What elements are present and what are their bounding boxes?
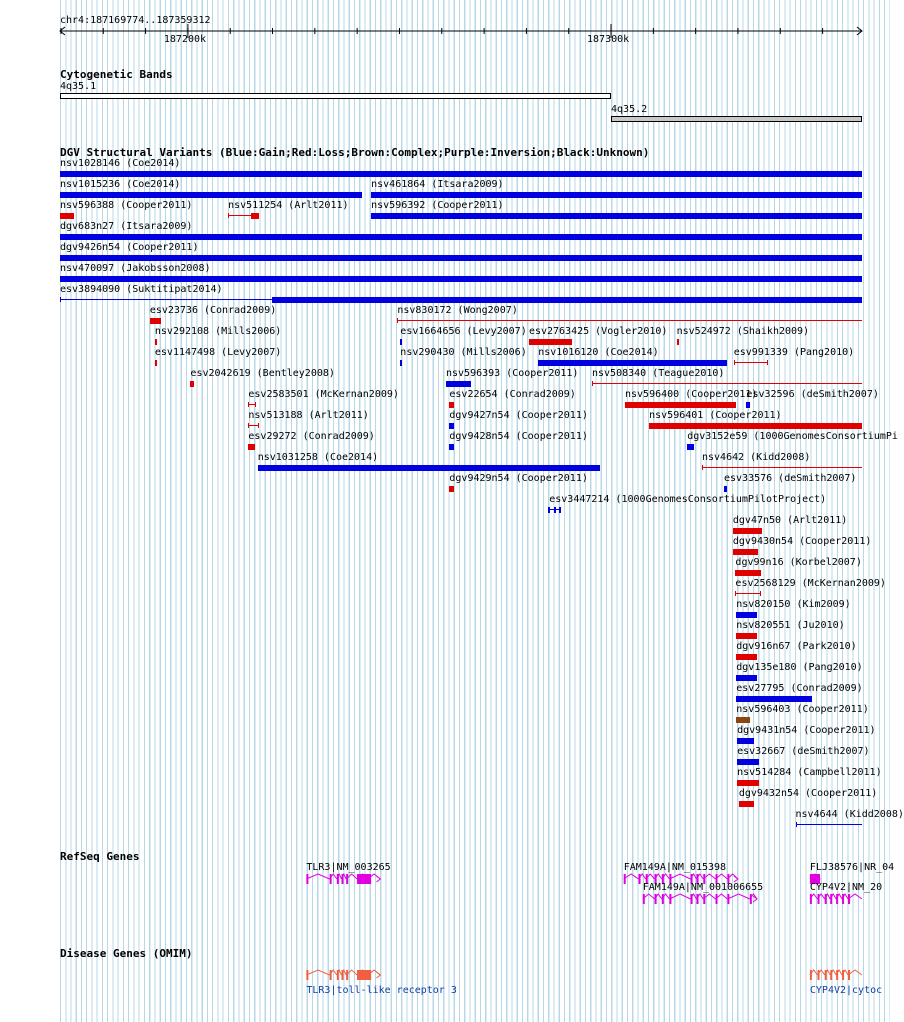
variant-bar[interactable] — [60, 234, 862, 240]
variant-label[interactable]: dgv135e180 (Pang2010) — [736, 662, 863, 673]
omim-gene-label[interactable]: TLR3|toll-like receptor 3 — [306, 985, 457, 996]
variant-label[interactable]: esv29272 (Conrad2009) — [248, 431, 375, 442]
variant-label[interactable]: esv33576 (deSmith2007) — [724, 473, 857, 484]
variant-end-cap — [248, 423, 249, 428]
variant-bar[interactable] — [371, 213, 862, 219]
variant-bar[interactable] — [736, 633, 757, 639]
variant-bar[interactable] — [737, 738, 754, 744]
variant-label[interactable]: nsv1031258 (Coe2014) — [257, 452, 379, 463]
variant-label[interactable]: esv3447214 (1000GenomesConsortiumPilotProject) — [549, 494, 827, 505]
variant-label[interactable]: nsv596388 (Cooper2011) — [60, 200, 193, 211]
variant-bar[interactable] — [733, 549, 758, 555]
variant-bar[interactable] — [248, 444, 255, 450]
variant-label[interactable]: esv2042619 (Bentley2008) — [190, 368, 335, 379]
variant-bar[interactable] — [60, 255, 862, 261]
variant-label[interactable]: nsv292108 (Mills2006) — [154, 326, 282, 337]
variant-line[interactable] — [702, 467, 862, 468]
variant-label[interactable]: nsv820150 (Kim2009) — [736, 599, 851, 610]
exon-block — [848, 970, 850, 980]
variant-line[interactable] — [397, 320, 862, 321]
variant-bar[interactable] — [737, 759, 759, 765]
variant-bar[interactable] — [649, 423, 862, 429]
position-ruler[interactable] — [0, 0, 890, 50]
gene-label[interactable]: CYP4V2|NM_20 — [809, 882, 883, 893]
variant-label[interactable]: nsv461864 (Itsara2009) — [371, 179, 504, 190]
variant-bar[interactable] — [446, 381, 471, 387]
variant-label[interactable]: dgv9428n54 (Cooper2011) — [449, 431, 588, 442]
refseq-track-title: RefSeq Genes — [60, 850, 140, 863]
variant-label[interactable]: dgv683n27 (Itsara2009) — [60, 221, 193, 232]
variant-label[interactable]: nsv513188 (Arlt2011) — [248, 410, 369, 421]
variant-label[interactable]: nsv1015236 (Coe2014) — [60, 179, 181, 190]
variant-label[interactable]: nsv596393 (Cooper2011) — [446, 368, 579, 379]
variant-bar[interactable] — [677, 339, 679, 345]
variant-end-cap — [734, 360, 735, 365]
variant-end-cap — [735, 591, 736, 596]
variant-label[interactable]: nsv4642 (Kidd2008) — [702, 452, 811, 463]
variant-label[interactable]: nsv820551 (Ju2010) — [736, 620, 845, 631]
gene-label[interactable]: FLJ38576|NR_04 — [809, 862, 895, 873]
exon-block — [836, 894, 838, 904]
variant-line[interactable] — [60, 299, 272, 300]
variant-bar[interactable] — [737, 780, 759, 786]
variant-bar[interactable] — [155, 339, 157, 345]
variant-label[interactable]: nsv508340 (Teague2010) — [591, 368, 725, 379]
variant-label[interactable]: dgv9426n54 (Cooper2011) — [60, 242, 199, 253]
variant-label[interactable]: dgv9427n54 (Cooper2011) — [449, 410, 588, 421]
coordinate-label: chr4:187169774..187359312 — [60, 15, 211, 26]
exon-block — [836, 970, 838, 980]
variant-bar[interactable] — [449, 444, 453, 450]
variant-bar[interactable] — [736, 612, 757, 618]
omim-gene-label[interactable]: CYP4V2|cytoc — [809, 985, 883, 996]
variant-bar[interactable] — [60, 213, 74, 219]
cytoband-bar[interactable] — [611, 116, 862, 122]
variant-label[interactable]: nsv596403 (Cooper2011) — [736, 704, 869, 715]
variant-label[interactable]: dgv9429n54 (Cooper2011) — [449, 473, 588, 484]
variant-end-cap — [258, 423, 259, 428]
variant-end-cap — [60, 297, 61, 302]
variant-bar[interactable] — [155, 360, 157, 366]
variant-bar[interactable] — [400, 339, 402, 345]
variant-label[interactable]: nsv4644 (Kidd2008) — [795, 809, 904, 820]
variant-label[interactable]: nsv1028146 (Coe2014) — [60, 158, 181, 169]
intron-line — [848, 970, 862, 975]
variant-label[interactable]: nsv511254 (Arlt2011) — [228, 200, 349, 211]
variant-bar[interactable] — [538, 360, 727, 366]
variant-bar[interactable] — [150, 318, 161, 324]
variant-end-cap — [255, 402, 256, 407]
exon-block — [830, 894, 832, 904]
variant-bar[interactable] — [746, 402, 749, 408]
variant-end-cap — [760, 591, 761, 596]
variant-bar[interactable] — [258, 465, 600, 471]
variant-label[interactable]: dgv47n50 (Arlt2011) — [732, 515, 848, 526]
variant-bar[interactable] — [190, 381, 194, 387]
dgv-track-title: DGV Structural Variants (Blue:Gain;Red:Loss;Brown:Complex;Purple:Inversion;Black:Unknown) — [60, 146, 650, 159]
variant-bar[interactable] — [60, 171, 862, 177]
exon-block — [842, 894, 844, 904]
variant-bar[interactable] — [736, 675, 757, 681]
variant-segment — [548, 507, 550, 513]
variant-label[interactable]: nsv514284 (Campbell2011) — [737, 767, 882, 778]
exon-block — [818, 894, 820, 904]
variant-label[interactable]: esv3894090 (Suktitipat2014) — [60, 284, 223, 295]
variant-segment — [559, 507, 561, 513]
variant-line[interactable] — [592, 383, 862, 384]
gene-model[interactable] — [0, 873, 890, 893]
variant-bar[interactable] — [739, 801, 755, 807]
variant-end-cap — [702, 465, 703, 470]
ruler-tick-label: 187200k — [163, 34, 207, 45]
variant-bar[interactable] — [733, 528, 762, 534]
cytoband-label: 4q35.2 — [611, 104, 648, 115]
variant-label[interactable]: esv991339 (Pang2010) — [733, 347, 855, 358]
variant-label[interactable]: nsv596401 (Cooper2011) — [649, 410, 782, 421]
variant-bar[interactable] — [735, 570, 760, 576]
variant-end-cap — [248, 402, 249, 407]
variant-label[interactable]: nsv596400 (Cooper2011) — [624, 389, 758, 400]
variant-line[interactable] — [228, 215, 250, 216]
variant-label[interactable]: nsv290430 (Mills2006) — [400, 347, 527, 358]
variant-bar[interactable] — [400, 360, 402, 366]
variant-bar[interactable] — [687, 444, 693, 450]
variant-line[interactable] — [796, 824, 862, 825]
variant-bar[interactable] — [449, 402, 453, 408]
variant-label[interactable]: esv27795 (Conrad2009) — [736, 683, 863, 694]
variant-line[interactable] — [735, 593, 760, 594]
cytoband-label: 4q35.1 — [60, 81, 97, 92]
variant-bar[interactable] — [625, 402, 736, 408]
ruler-tick-label: 187300k — [587, 34, 630, 45]
variant-label[interactable]: nsv524972 (Shaikh2009) — [676, 326, 810, 337]
cytoband-bar[interactable] — [60, 93, 611, 99]
variant-line[interactable] — [734, 362, 768, 363]
variant-end-cap — [767, 360, 768, 365]
variant-label[interactable]: dgv99n16 (Korbel2007) — [735, 557, 862, 568]
exon-block — [848, 894, 850, 904]
exon-block — [810, 970, 812, 980]
variant-bar[interactable] — [736, 717, 750, 723]
variant-label[interactable]: dgv9430n54 (Cooper2011) — [732, 536, 872, 547]
gene-label[interactable]: TLR3|NM_003265 — [306, 862, 391, 873]
gene-model[interactable] — [0, 893, 890, 913]
variant-label[interactable]: nsv470097 (Jakobsson2008) — [60, 263, 211, 274]
variant-label[interactable]: dgv9432n54 (Cooper2011) — [738, 788, 878, 799]
variant-bar[interactable] — [736, 696, 812, 702]
variant-bar[interactable] — [736, 654, 757, 660]
variant-end-cap — [592, 381, 593, 386]
omim-gene-model[interactable] — [0, 969, 890, 989]
variant-label[interactable]: dgv916n67 (Park2010) — [736, 641, 857, 652]
variant-bar[interactable] — [60, 276, 862, 282]
variant-label[interactable]: nsv596392 (Cooper2011) — [371, 200, 504, 211]
variant-label[interactable]: nsv830172 (Wong2007) — [397, 305, 518, 316]
intron-line — [848, 894, 862, 899]
variant-label[interactable]: esv32596 (deSmith2007) — [746, 389, 879, 400]
variant-end-cap — [796, 822, 797, 827]
variant-label[interactable]: nsv1016120 (Coe2014) — [538, 347, 659, 358]
exon-block — [810, 894, 812, 904]
variant-label[interactable]: esv1147498 (Levy2007) — [154, 347, 282, 358]
variant-bar[interactable] — [272, 297, 862, 303]
variant-label[interactable]: dgv9431n54 (Cooper2011) — [737, 725, 876, 736]
variant-label[interactable]: esv23736 (Conrad2009) — [149, 305, 277, 316]
variant-label[interactable]: esv2568129 (McKernan2009) — [735, 578, 886, 589]
exon-block — [842, 970, 844, 980]
variant-end-cap — [228, 213, 229, 218]
cytoband-track-title: Cytogenetic Bands — [60, 68, 173, 81]
omim-track-title: Disease Genes (OMIM) — [60, 947, 193, 960]
variant-bar[interactable] — [529, 339, 572, 345]
variant-end-cap — [397, 318, 398, 323]
exon-block — [825, 894, 827, 904]
variant-bar[interactable] — [724, 486, 727, 492]
variant-label[interactable]: esv32667 (deSmith2007) — [737, 746, 870, 757]
variant-bar[interactable] — [449, 423, 453, 429]
variant-segment — [554, 507, 556, 513]
variant-label[interactable]: esv2583501 (McKernan2009) — [248, 389, 399, 400]
variant-label[interactable]: esv1664656 (Levy2007) — [400, 326, 527, 337]
variant-bar[interactable] — [371, 192, 862, 198]
variant-label[interactable]: esv22654 (Conrad2009) — [449, 389, 576, 400]
gene-label[interactable]: FAM149A|NM_015398 — [623, 862, 727, 873]
gene-label[interactable]: FAM149A|NM_001006655 — [642, 882, 764, 893]
variant-bar[interactable] — [60, 192, 362, 198]
variant-bar[interactable] — [449, 486, 453, 492]
variant-label[interactable]: dgv3152e59 (1000GenomesConsortiumPi — [687, 431, 898, 442]
exon-block — [818, 970, 820, 980]
variant-bar[interactable] — [251, 213, 259, 219]
variant-label[interactable]: esv2763425 (Vogler2010) — [528, 326, 668, 337]
exon-block — [830, 970, 832, 980]
exon-block — [825, 970, 827, 980]
